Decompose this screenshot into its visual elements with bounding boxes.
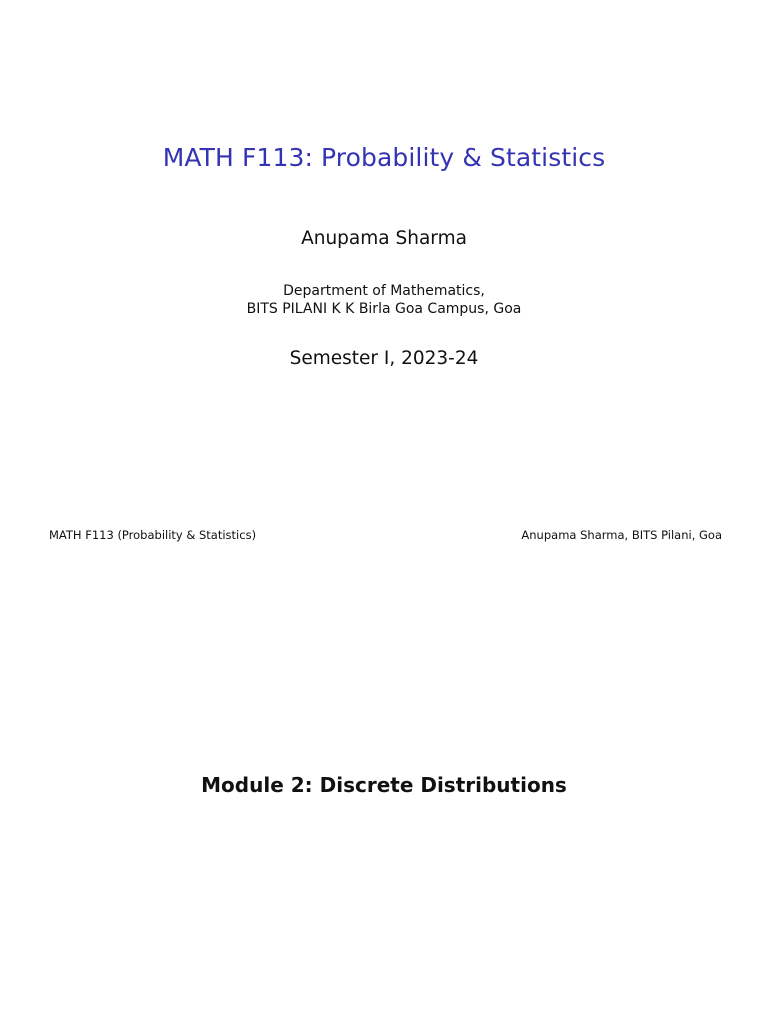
footer-course: MATH F113 (Probability & Statistics) — [49, 528, 257, 542]
presentation-title: MATH F113: Probability & Statistics — [162, 143, 606, 172]
institute-department: Department of Mathematics, — [283, 283, 485, 299]
author-name: Anupama Sharma — [301, 228, 467, 249]
module-slide — [0, 576, 768, 1024]
module-heading: Module 2: Discrete Distributions — [201, 773, 567, 797]
footer-author: Anupama Sharma, BITS Pilani, Goa — [521, 528, 722, 542]
semester-date: Semester I, 2023-24 — [289, 348, 479, 369]
institute-campus: BITS PILANI K K Birla Goa Campus, Goa — [246, 301, 522, 317]
